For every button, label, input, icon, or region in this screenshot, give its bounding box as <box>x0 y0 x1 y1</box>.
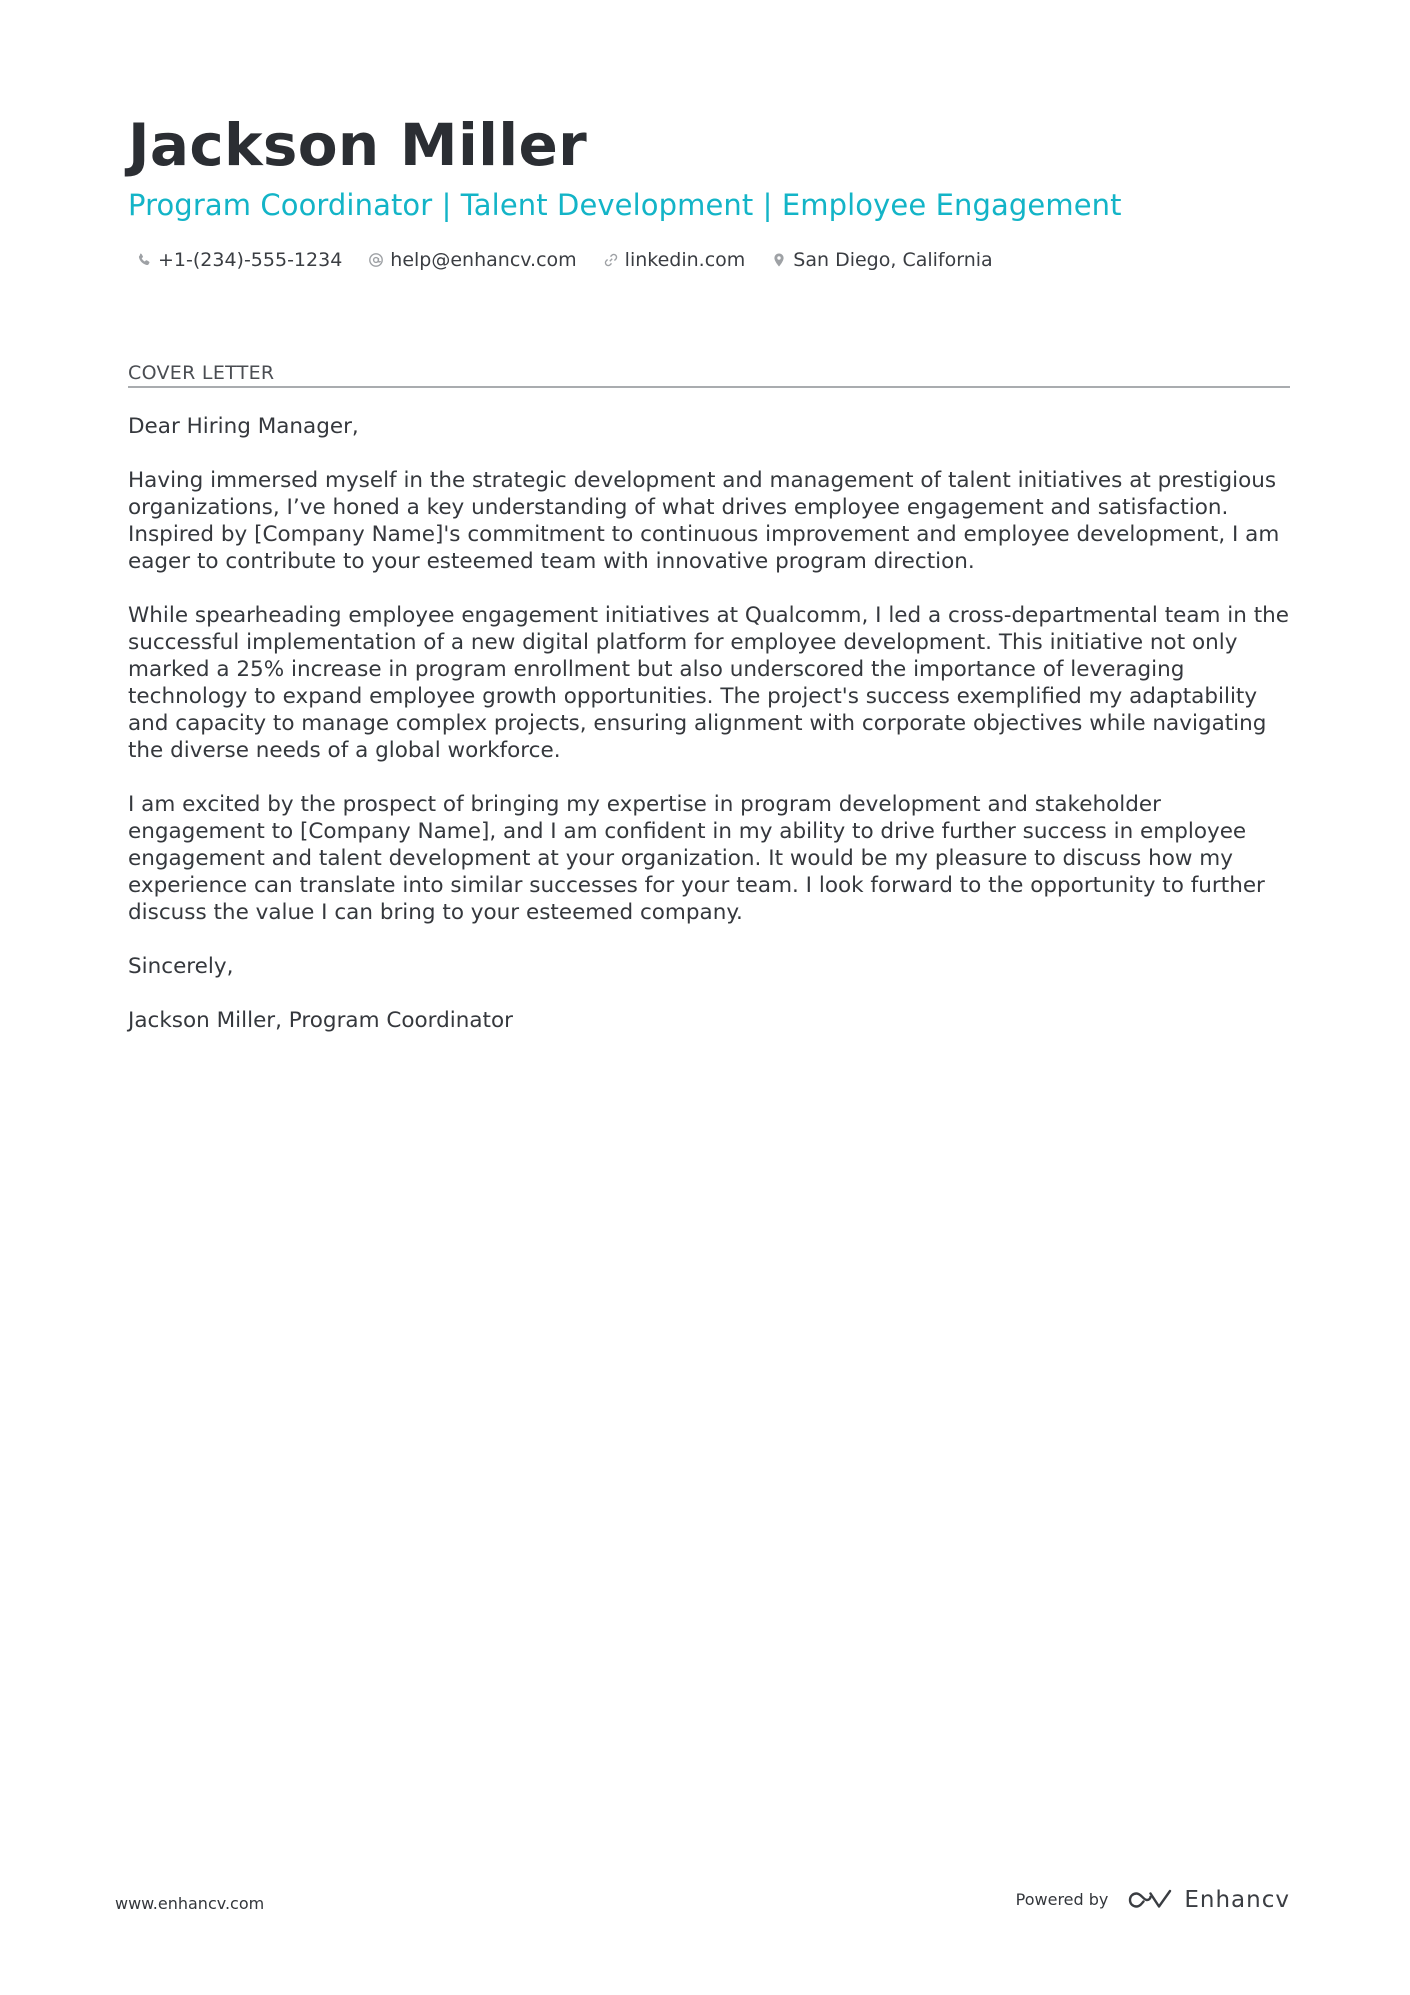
contact-linkedin-text[interactable]: linkedin.com <box>624 249 746 271</box>
letter-greeting: Dear Hiring Manager, <box>128 414 359 439</box>
contact-phone-text: +1-(234)-555-1234 <box>158 249 343 271</box>
link-icon <box>603 252 619 268</box>
footer-branding[interactable] <box>1016 1886 1290 1914</box>
contact-location <box>771 246 992 274</box>
letter-paragraph: While spearheading employee engagement initiatives at Qualcomm, I led a cross-departmental team in the successful implementation of a new digital platform for employee development. This initiative not only marked a 25% increase in program enrollment but also underscored the importance of leveraging technology to expand employee growth opportunities. The project's success exemplified my adaptability and capacity to manage complex projects, ensuring alignment with corporate objectives while navigating the diverse needs of a global workforce. <box>128 603 1290 763</box>
candidate-headline: Program Coordinator | Talent Development | Employee Engagement <box>128 188 1122 222</box>
brand-name: Enhancv <box>1184 1887 1290 1913</box>
contact-bar <box>136 246 993 274</box>
at-icon <box>368 252 384 268</box>
enhancv-logo-icon <box>1126 1887 1174 1913</box>
footer-url[interactable]: www.enhancv.com <box>115 1894 265 1913</box>
section-title: COVER LETTER <box>128 362 275 384</box>
letter-closing: Sincerely, <box>128 954 234 979</box>
section-divider <box>128 386 1290 388</box>
contact-linkedin[interactable] <box>603 246 746 274</box>
contact-location-text: San Diego, California <box>793 249 993 271</box>
letter-body <box>128 413 1290 1061</box>
powered-by-label: Powered by <box>1015 1890 1109 1909</box>
location-pin-icon <box>771 252 787 268</box>
enhancv-logo[interactable] <box>1126 1886 1290 1914</box>
letter-signature: Jackson Miller, Program Coordinator <box>128 1008 513 1033</box>
letter-paragraph: Having immersed myself in the strategic development and management of talent initiatives at prestigious organizations, I’ve honed a key understanding of what drives employee engagement and satisfaction. Inspired by [Company Name]'s commitment to continuous improvement and employee development, I am eager to contribute to your esteemed team with innovative program direction. <box>128 468 1280 574</box>
contact-email[interactable] <box>368 246 576 274</box>
phone-icon <box>136 252 152 268</box>
letter-paragraph: I am excited by the prospect of bringing my expertise in program development and stakeholder engagement to [Company Name], and I am confident in my ability to drive further success in employee engagement and talent development at your organization. It would be my pleasure to discuss how my experience can translate into similar successes for your team. I look forward to the opportunity to further discuss the value I can bring to your esteemed company. <box>128 792 1265 925</box>
contact-email-text[interactable]: help@enhancv.com <box>390 249 577 271</box>
contact-phone <box>136 246 342 274</box>
candidate-name: Jackson Miller <box>128 111 588 179</box>
